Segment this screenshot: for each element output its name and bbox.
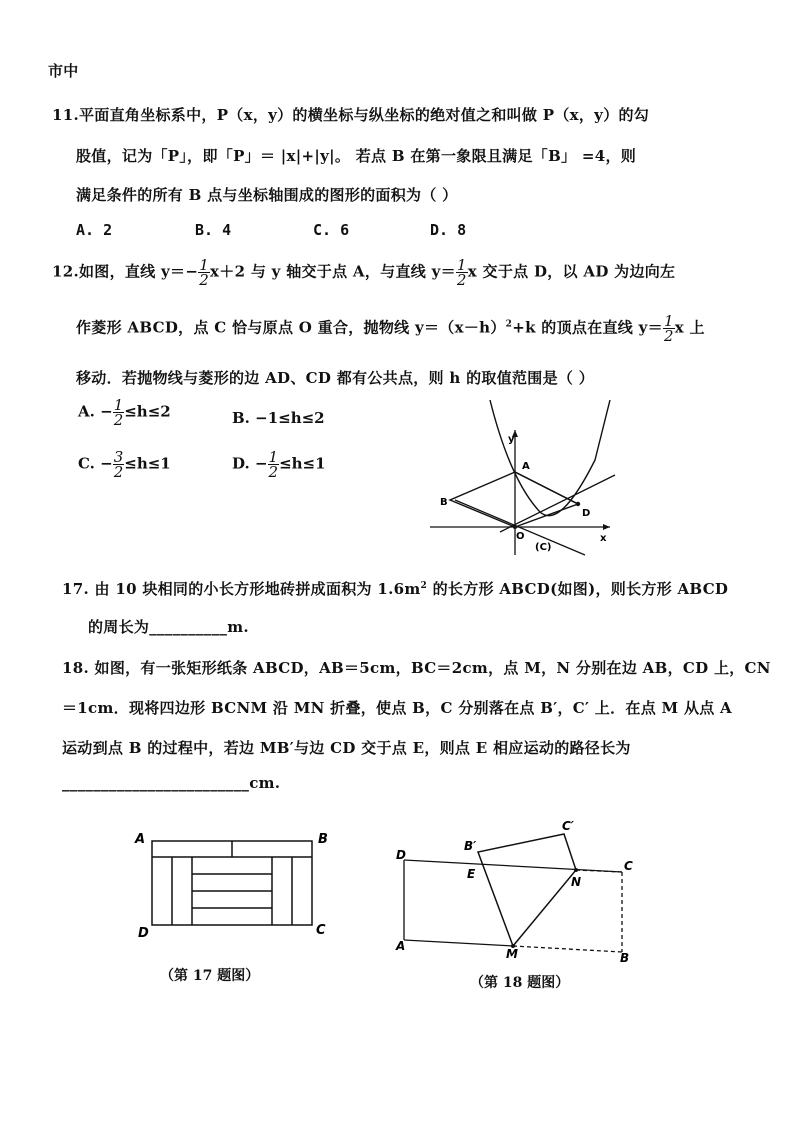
- fig18-label-cprime: C′: [562, 819, 574, 833]
- q12-line-2: 作菱形 ABCD，点 C 恰与原点 O 重合，抛物线 $y=(x-h)^2+k$ 的顶点在直线 y＝ $\frac{1}{2}$ x 上: [76, 312, 705, 345]
- q11-option-c: C. 6: [313, 221, 350, 239]
- line-od: [500, 475, 615, 532]
- fraction-half: $\frac{1}{2}$: [199, 256, 210, 289]
- q12-line-3: 移动．若抛物线与菱形的边 AD、CD 都有公共点，则 h 的取值范围是（ ）: [76, 369, 595, 387]
- q11-line-2: 股值，记为「P」，即「P」＝ |x|+|y|。 若点 B 在第一象限且满足「B」 =4，则: [76, 147, 637, 165]
- fig18-label-c: C: [624, 859, 633, 873]
- fig18-label-a: A: [396, 939, 406, 953]
- label-c: (C): [535, 542, 552, 553]
- page-header: 市中: [48, 62, 79, 80]
- q12-option-d: D. − $\frac{1}{2}$ ≤h≤1: [232, 448, 326, 481]
- q11-option-d: D. 8: [430, 221, 467, 239]
- q12-figure: [420, 400, 620, 560]
- parabola: [490, 400, 610, 516]
- q17-answer-blank: __________: [149, 618, 228, 636]
- fig18-label-b: B: [620, 951, 630, 965]
- fig17-label-c: C: [316, 923, 326, 938]
- fraction-half: $\frac{1}{2}$: [456, 256, 467, 289]
- q12-option-b: B. −1≤h≤2: [232, 409, 325, 427]
- fig17-label-d: D: [138, 926, 149, 941]
- q18-line-1: 18. 如图，有一张矩形纸条 ABCD，AB＝5cm，BC＝2cm，点 M，N 分别在边 AB，CD 上，CN: [62, 659, 771, 677]
- q18-answer-blank: ________________________: [62, 774, 250, 792]
- q17-line-2: 的周长为__________m.: [88, 618, 249, 636]
- fraction-half: $\frac{1}{2}$: [663, 312, 674, 345]
- q18-line-2: ＝1cm．现将四边形 BCNM 沿 MN 折叠，使点 B，C 分别落在点 B′，C′ 上．在点 M 从点 A: [62, 699, 732, 717]
- label-d: D: [582, 508, 591, 519]
- fig18-label-n: N: [571, 875, 582, 889]
- q12-option-a: A. − $\frac{1}{2}$ ≤h≤2: [78, 396, 171, 429]
- q18-line-3: 运动到点 B 的过程中，若边 MB′与边 CD 交于点 E，则点 E 相应运动的路径长为: [62, 739, 631, 757]
- q12-line-1: 12.如图，直线 y＝− $\frac{1}{2}$ x＋2 与 y 轴交于点 A，与直线 y＝ $\frac{1}{2}$ x 交于点 D，以 AD 为边向左: [52, 256, 676, 289]
- q18-line-4: ________________________cm.: [62, 774, 281, 792]
- q12-option-c: C. − $\frac{3}{2}$ ≤h≤1: [78, 448, 171, 481]
- fig17-label-a: A: [135, 832, 146, 847]
- rhombus-abcd: [450, 472, 578, 527]
- fig17-label-b: B: [318, 832, 328, 847]
- q11-line-1: 11.平面直角坐标系中，P（x，y）的横坐标与纵坐标的绝对值之和叫做 P（x，y）的勾: [52, 106, 650, 124]
- label-y: y: [508, 434, 515, 445]
- q11-option-b: B. 4: [195, 221, 232, 239]
- fig18-label-d: D: [396, 848, 406, 862]
- fig18-caption: （第 18 题图）: [470, 975, 570, 991]
- fig18-label-m: M: [506, 947, 518, 961]
- label-b: B: [440, 497, 448, 508]
- label-o: O: [516, 531, 525, 542]
- fig18-label-e: E: [467, 867, 476, 881]
- q17-line-1: 17. 由 10 块相同的小长方形地砖拼成面积为 $1.6m^2$ 的长方形 ABCD(如图)，则长方形 ABCD: [62, 580, 729, 598]
- fig17-caption: （第 17 题图）: [160, 968, 260, 984]
- figure-17: [130, 825, 340, 945]
- label-a: A: [522, 461, 530, 472]
- label-x: x: [600, 533, 607, 544]
- q11-option-a: A. 2: [76, 221, 113, 239]
- q11-line-3: 满足条件的所有 B 点与坐标轴围成的图形的面积为（ ）: [76, 186, 458, 204]
- fig18-label-bprime: B′: [464, 839, 477, 853]
- figure-18: [390, 812, 640, 967]
